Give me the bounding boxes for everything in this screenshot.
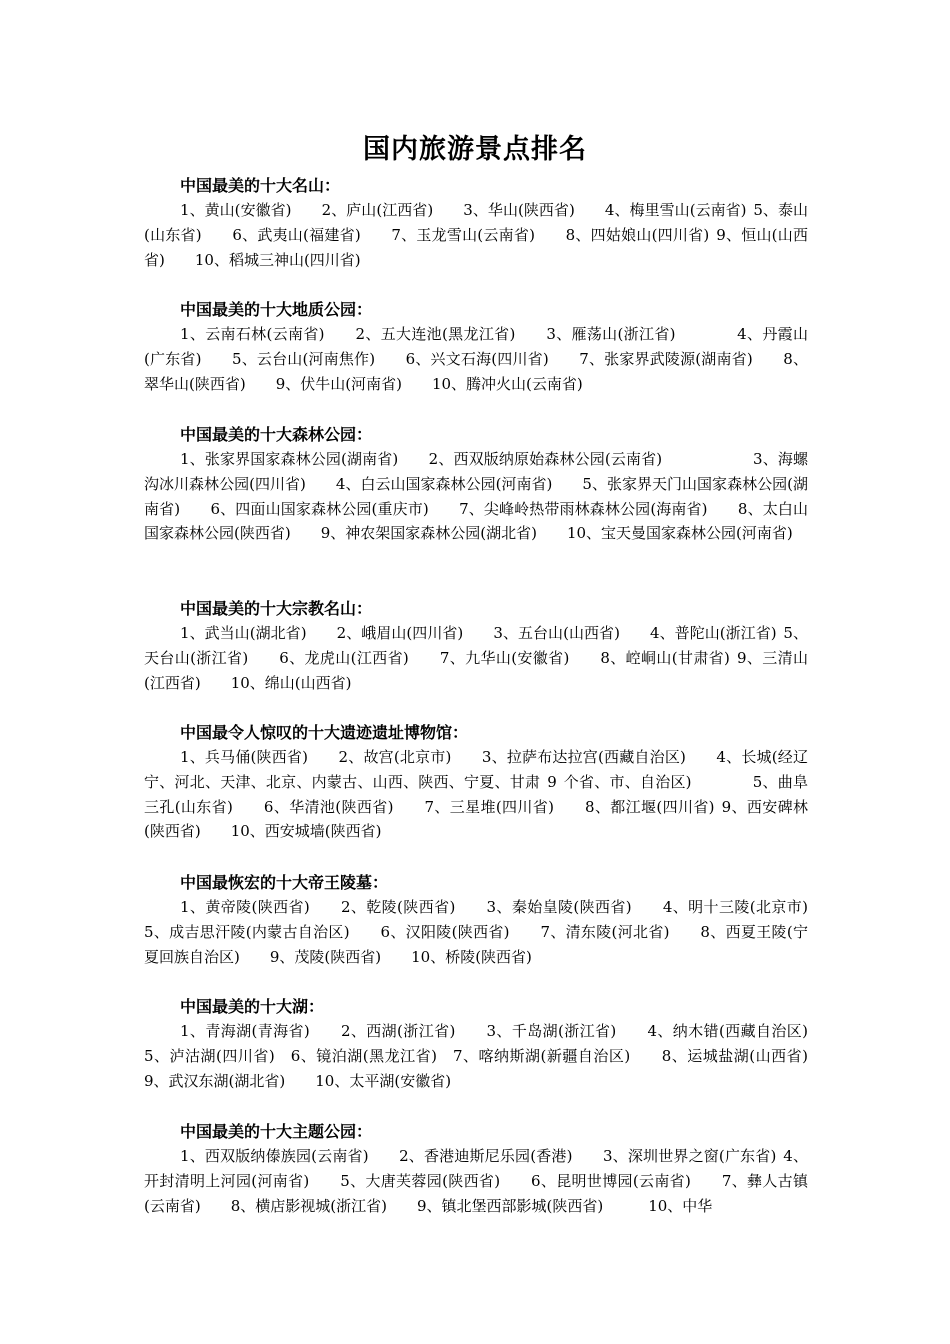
document-title: 国内旅游景点排名: [363, 134, 587, 165]
section-body: 1、黄帝陵(陕西省) 2、乾陵(陕西省) 3、秦始皇陵(陕西省) 4、明十三陵(北京市) 5、成吉思汗陵(内蒙古自治区) 6、汉阳陵(陕西省) 7、清东陵(河北省) 8、西夏王陵(宁夏回族自治区) 9、茂陵(陕西省) 10、桥陵(陕西省): [144, 898, 839, 966]
section-theme-parks: [144, 1119, 808, 1218]
section-body: 1、张家界国家森林公园(湖南省) 2、西双版纳原始森林公园(云南省) 3、海螺沟冰川森林公园(四川省) 4、白云山国家森林公园(河南省) 5、张家界天门山国家森林公园(湖南省) 6、四面山国家森林公园(重庆市) 7、尖峰岭热带雨林森林公园(海南省) 8、太白山国家森林公园(陕西省) 9、神农架国家森林公园(湖北省) 10、宝天曼国家森林公园(河南省): [144, 450, 808, 543]
section-body: 1、黄山(安徽省) 2、庐山(江西省) 3、华山(陕西省) 4、梅里雪山(云南省) 5、泰山(山东省) 6、武夷山(福建省) 7、玉龙雪山(云南省) 8、四姑娘山(四川省) 9、恒山(山西省) 10、稻城三神山(四川省): [144, 201, 808, 269]
section-geoparks: [144, 297, 808, 396]
section-heritage-sites: [144, 720, 808, 844]
section-heading: 中国最恢宏的十大帝王陵墓：: [180, 873, 389, 892]
section-body: 1、云南石林(云南省) 2、五大连池(黑龙江省) 3、雁荡山(浙江省) 4、丹霞山(广东省) 5、云台山(河南焦作) 6、兴文石海(四川省) 7、张家界武陵源(湖南省) 8、翠华山(陕西省) 9、伏牛山(河南省) 10、腾冲火山(云南省): [144, 325, 808, 393]
section-body: 1、青海湖(青海省) 2、西湖(浙江省) 3、千岛湖(浙江省) 4、纳木错(西藏自治区) 5、泸沽湖(四川省) 6、镜泊湖(黑龙江省) 7、喀纳斯湖(新疆自治区) 8、运城盐湖(山西省) 9、武汉东湖(湖北省) 10、太平湖(安徽省): [144, 1022, 839, 1090]
section-religious-mountains: [144, 596, 808, 695]
section-body: 1、西双版纳傣族园(云南省) 2、香港迪斯尼乐园(香港) 3、深圳世界之窗(广东省) 4、开封清明上河园(河南省) 5、大唐芙蓉园(陕西省) 6、昆明世博园(云南省) 7、彝人古镇(云南省) 8、横店影视城(浙江省) 9、镇北堡西部影城(陕西省) 10、中华: [144, 1147, 808, 1215]
section-body: 1、兵马俑(陕西省) 2、故宫(北京市) 3、拉萨布达拉宫(西藏自治区) 4、长城(经辽宁、河北、天津、北京、内蒙古、山西、陕西、宁夏、甘肃 9 个省、市、自治区) 5、曲阜三孔(山东省) 6、华清池(陕西省) 7、三星堆(四川省) 8、都江堰(四川省) 9、西安碑林(陕西省) 10、西安城墙(陕西省): [144, 748, 808, 841]
section-heading: 中国最美的十大地质公园：: [180, 300, 373, 319]
section-heading: 中国最美的十大宗教名山：: [180, 599, 373, 618]
section-famous-mountains: [144, 173, 808, 272]
section-lakes: [144, 994, 839, 1093]
section-imperial-tombs: [144, 870, 839, 969]
section-heading: 中国最美的十大名山：: [180, 176, 341, 195]
section-heading: 中国最美的十大主题公园：: [180, 1122, 373, 1141]
section-body: 1、武当山(湖北省) 2、峨眉山(四川省) 3、五台山(山西省) 4、普陀山(浙江省) 5、天台山(浙江省) 6、龙虎山(江西省) 7、九华山(安徽省) 8、崆峒山(甘肃省) 9、三清山(江西省) 10、绵山(山西省): [144, 624, 808, 692]
section-heading: 中国最美的十大湖：: [180, 997, 325, 1016]
section-heading: 中国最美的十大森林公园：: [180, 425, 373, 444]
section-heading: 中国最令人惊叹的十大遗迹遗址博物馆：: [180, 723, 469, 742]
section-forest-parks: [144, 422, 808, 546]
